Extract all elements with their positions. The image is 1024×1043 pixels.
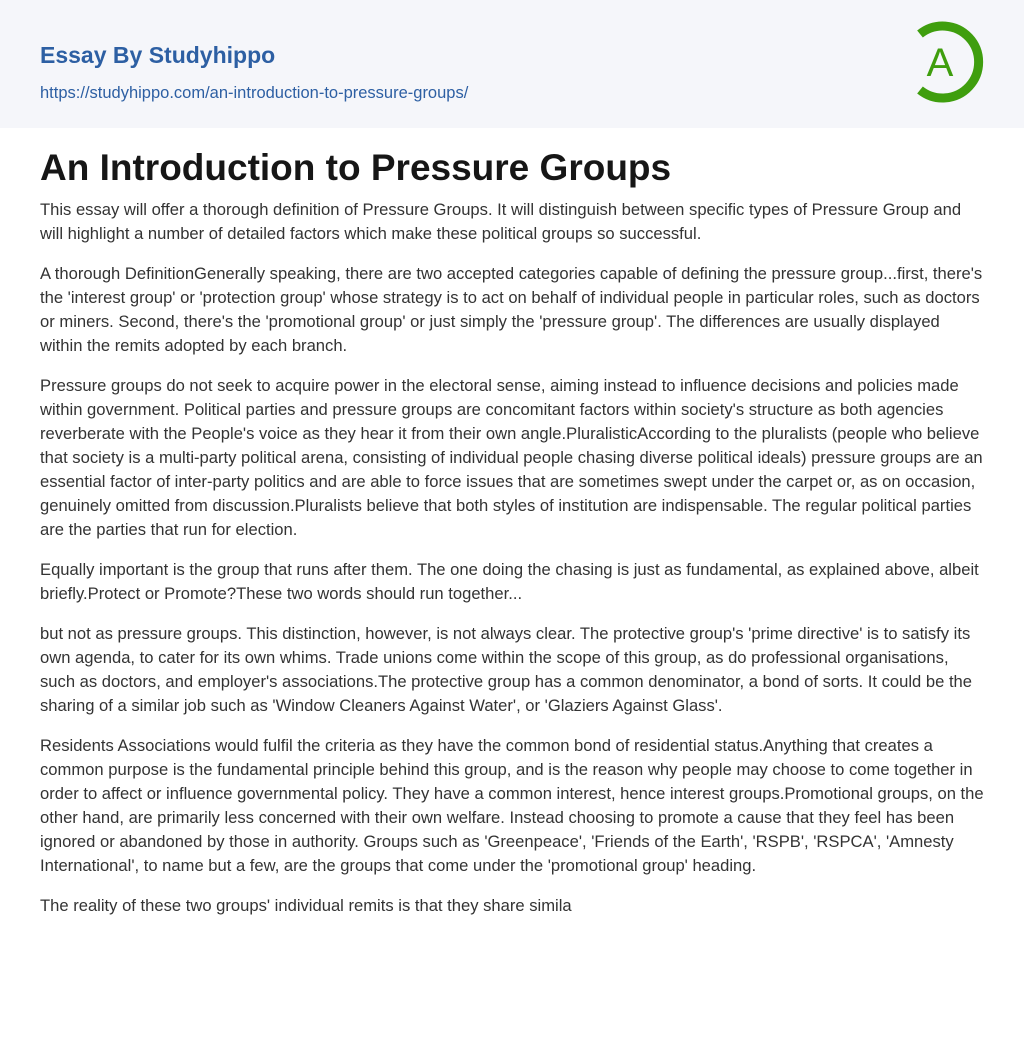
- site-header: [0, 0, 1024, 128]
- logo-letter: A: [926, 41, 954, 85]
- paragraph: This essay will offer a thorough definition of Pressure Groups. It will distinguish between specific types of Pressure Group and will highlight a number of detailed factors which make these political groups so successful.: [40, 200, 962, 243]
- paragraph: but not as pressure groups. This distinction, however, is not always clear. The protective group's 'prime directive' is to satisfy its own agenda, to cater for its own whims. Trade unions come within the scope of this group, as do professional organisations, such as doctors, and employer's associations.The protective group has a common denominator, a bond of sorts. It could be the sharing of a similar job such as 'Window Cleaners Against Water', or 'Glaziers Against Glass'.: [40, 624, 973, 715]
- article: [0, 146, 1024, 918]
- paragraph: Residents Associations would fulfil the criteria as they have the common bond of residential status.Anything that creates a common purpose is the fundamental principle behind this group, and is the reason why people may choose to come together in order to affect or influence governmental policy. They have a common interest, hence interest groups.Promotional groups, on the other hand, are primarily less concerned with their own welfare. Instead choosing to promote a cause that they feel has been ignored or abandoned by those in authority. Groups such as 'Greenpeace', 'Friends of the Earth', 'RSPB', 'RSPCA', 'Amnesty International', to name but a few, are the groups that come under the 'promotional group' heading.: [40, 736, 984, 875]
- brand-title: Essay By Studyhippo: [40, 42, 276, 68]
- page-title: An Introduction to Pressure Groups: [40, 147, 672, 188]
- essay-url-link[interactable]: https://studyhippo.com/an-introduction-to-pressure-groups/: [40, 84, 469, 102]
- paragraph: Pressure groups do not seek to acquire power in the electoral sense, aiming instead to influence decisions and policies made within government. Political parties and pressure groups are concomitant factors within society's structure as both agencies reverberate with the People's voice as they hear it from their own angle.PluralisticAccording to the pluralists (people who believe that society is a multi-party political arena, consisting of individual people chasing diverse political ideals) pressure groups are an essential factor of inter-party politics and are able to force issues that are sometimes swept under the carpet or, as on occasion, genuinely omitted from discussion.Pluralists believe that both styles of institution are indispensable. The regular political parties are the parties that run for election.: [40, 376, 983, 539]
- paragraph: A thorough DefinitionGenerally speaking, there are two accepted categories capable of defining the pressure group...first, there's the 'interest group' or 'protection group' whose strategy is to act on behalf of individual people in particular roles, such as doctors or miners. Second, there's the 'promotional group' or just simply the 'pressure group'. The differences are usually displayed within the remits adopted by each branch.: [40, 264, 983, 355]
- paragraph: Equally important is the group that runs after them. The one doing the chasing is just as fundamental, as explained above, albeit briefly.Protect or Promote?These two words should run together...: [40, 560, 979, 603]
- paragraph: The reality of these two groups' individual remits is that they share simila: [40, 896, 572, 915]
- studyhippo-logo-icon[interactable]: [912, 18, 988, 106]
